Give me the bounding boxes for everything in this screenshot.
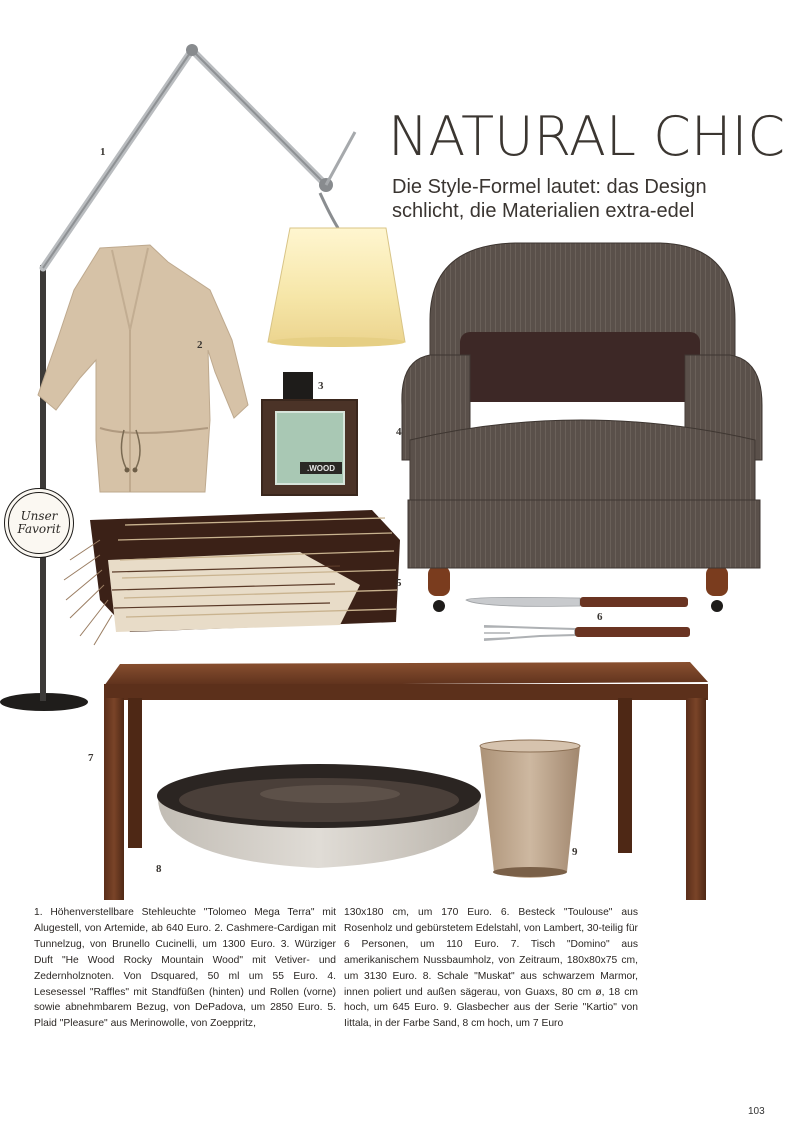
- page-number: 103: [748, 1106, 765, 1117]
- fork-icon: [484, 626, 690, 640]
- favorite-badge: [4, 488, 74, 558]
- caption-column-2: [344, 905, 638, 1032]
- item-number: 6: [597, 611, 603, 623]
- item-number: 3: [318, 380, 324, 392]
- favorite-badge-text: Unser Favorit: [17, 508, 61, 536]
- armchair-icon: [402, 243, 762, 612]
- page-title: NATURAL CHIC: [388, 105, 786, 168]
- knife-icon: [466, 597, 688, 607]
- perfume-bottle-icon: [262, 372, 357, 495]
- glass-tumbler-icon: [480, 740, 580, 878]
- item-number: 5: [396, 577, 402, 589]
- item-number: 7: [88, 752, 94, 764]
- favorite-badge-ring: [8, 492, 70, 554]
- item-number: 8: [156, 863, 162, 875]
- item-number: 1: [100, 146, 106, 158]
- page-subtitle: Die Style-Formel lautet: das Design schlicht, die Materialien extra-edel: [392, 176, 707, 222]
- cardigan-icon: [38, 245, 248, 492]
- item-number: 2: [197, 339, 203, 351]
- caption-text-1: 1. Höhenverstellbare Stehleuchte "Tolomeo Mega Terra" mit Alugestell, von Artemide, ab 640 Euro. 2. Cashmere-Cardigan mit Tunnelzug, von Brunello Cucinelli, um 1300 Euro. 3. Würziger Duft "He Wood Rocky Mountain Wood" mit Vetiver- und Zedernholznoten. Von Dsquared, 50 ml um 55 Euro. 4. Lesesessel "Raffles" mit Standfüßen (hinten) und Rollen (vorne) sowie abnehmbarem Bezug, von DePadova, um 2850 Euro. 5. Plaid "Pleasure" aus Merinowolle, von Zoeppritz,: [34, 907, 336, 1030]
- cutlery-icon: [466, 597, 690, 640]
- plaid-blanket-icon: [64, 510, 400, 645]
- marble-bowl-icon: [157, 764, 481, 868]
- caption-text-2: 130x180 cm, um 170 Euro. 6. Besteck "Toulouse" aus Rosenholz und gebürstetem Edelstahl, von Lambert, 30-teilig für 6 Personen, um 110 Euro. 7. Tisch "Domino" aus amerikanischem Nussbaumholz, von Zeitraum, 180x80x75 cm, um 3130 Euro. 8. Schale "Muskat" aus schwarzem Marmor, innen poliert und außen sägerau, von Guaxs, 80 cm ø, 18 cm hoch, um 645 Euro. 9. Glasbecher aus der Serie "Kartio" von Iittala, in der Farbe Sand, 8 cm hoch, um 7 Euro: [344, 907, 638, 1030]
- item-number: 4: [396, 426, 402, 438]
- bottle-label: .WOOD: [307, 464, 335, 473]
- item-number: 9: [572, 846, 578, 858]
- caption-column-1: [34, 905, 336, 1032]
